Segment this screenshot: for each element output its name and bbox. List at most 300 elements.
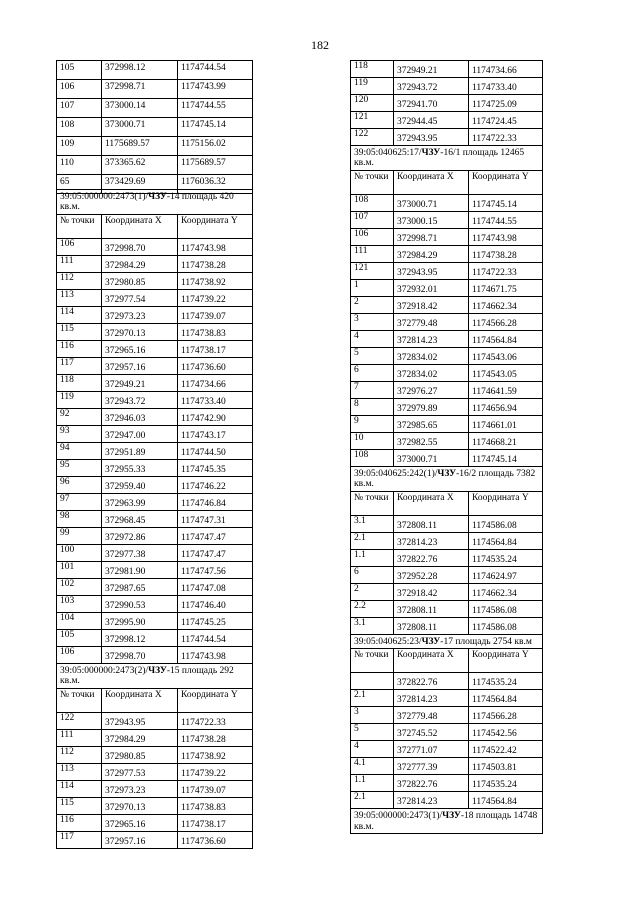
point-number: 108 xyxy=(351,449,394,466)
point-number: 105 xyxy=(57,629,102,646)
coord-x: 372984.29 xyxy=(394,245,469,262)
parcel-area: -18 площадь 14748 кв.м. xyxy=(354,811,538,832)
coord-y: 1174738.17 xyxy=(178,814,253,831)
table-row xyxy=(57,595,253,612)
coord-y: 1174662.34 xyxy=(469,583,543,600)
table-row xyxy=(57,425,253,442)
coord-x: 372943.95 xyxy=(394,129,469,146)
coord-x: 372779.48 xyxy=(394,707,469,724)
coord-y: 1174661.01 xyxy=(469,415,543,432)
table-row xyxy=(351,194,543,211)
point-number: 116 xyxy=(57,340,102,357)
coord-y: 1174739.22 xyxy=(178,763,253,780)
table-row xyxy=(351,245,543,262)
table-row xyxy=(57,746,253,763)
parcel-code: 39:05:040625:242(1)/ xyxy=(354,468,438,479)
table-row xyxy=(57,80,253,99)
coord-x: 372941.70 xyxy=(394,95,469,112)
coord-x: 372808.11 xyxy=(394,617,469,634)
coord-x: 372998.12 xyxy=(102,61,178,80)
point-number: 114 xyxy=(57,306,102,323)
table-row xyxy=(57,780,253,797)
section-caption-row xyxy=(351,466,543,491)
table-row xyxy=(57,476,253,493)
table-row xyxy=(57,629,253,646)
coord-x: 372979.89 xyxy=(394,398,469,415)
coord-x: 372814.23 xyxy=(394,330,469,347)
coord-y: 1174586.08 xyxy=(469,515,543,532)
coord-y: 1174725.09 xyxy=(469,95,543,112)
col-header-no: № точки xyxy=(351,649,394,673)
coord-y: 1174739.22 xyxy=(178,289,253,306)
coord-x: 372814.23 xyxy=(394,690,469,707)
coord-x: 372972.86 xyxy=(102,527,178,544)
point-number: 2 xyxy=(351,583,394,600)
table-row xyxy=(351,330,543,347)
col-header-y: Координата Y xyxy=(469,649,543,673)
point-number: 1.1 xyxy=(351,775,394,792)
coord-y: 1174564.84 xyxy=(469,330,543,347)
coord-x: 372985.65 xyxy=(394,415,469,432)
point-number: 110 xyxy=(57,156,102,175)
col-header-x: Координата X xyxy=(394,491,469,515)
table-row xyxy=(57,289,253,306)
coord-x: 372777.39 xyxy=(394,758,469,775)
coord-y: 1174535.24 xyxy=(469,673,543,690)
col-header-no: № точки xyxy=(57,688,102,712)
table-row xyxy=(57,408,253,425)
table-row xyxy=(351,95,543,112)
point-number: 106 xyxy=(57,646,102,663)
parcel-prefix: ЧЗУ xyxy=(421,148,441,158)
coord-y: 1174543.06 xyxy=(469,347,543,364)
point-number: 111 xyxy=(57,729,102,746)
table-row xyxy=(57,493,253,510)
coord-x: 372771.07 xyxy=(394,741,469,758)
coord-x: 372998.12 xyxy=(102,629,178,646)
coord-x: 372808.11 xyxy=(394,600,469,617)
point-number: 116 xyxy=(57,814,102,831)
coord-y: 1174743.98 xyxy=(178,646,253,663)
table-row xyxy=(57,61,253,80)
col-header-x: Координата X xyxy=(394,170,469,194)
point-number: 108 xyxy=(57,118,102,137)
coord-y: 1174743.98 xyxy=(178,238,253,255)
parcel-prefix: ЧЗУ xyxy=(437,468,457,479)
section-caption-row xyxy=(351,146,543,171)
coord-x: 372947.00 xyxy=(102,425,178,442)
coords-table-right xyxy=(350,60,543,834)
point-number: 95 xyxy=(57,459,102,476)
point-number: 4 xyxy=(351,741,394,758)
header-row xyxy=(57,214,253,238)
parcel-area: -16/2 площадь 7382 кв.м. xyxy=(354,468,536,490)
point-number: 6 xyxy=(351,566,394,583)
coord-y: 1174743.99 xyxy=(178,80,253,99)
table-row xyxy=(57,831,253,848)
coord-x: 372982.55 xyxy=(394,432,469,449)
coord-x: 372968.45 xyxy=(102,510,178,527)
section-caption xyxy=(57,663,253,688)
coord-x: 372977.38 xyxy=(102,544,178,561)
point-number: 115 xyxy=(57,323,102,340)
point-number: 121 xyxy=(351,112,394,129)
point-number: 3 xyxy=(351,707,394,724)
table-row xyxy=(57,272,253,289)
coord-y: 1174564.84 xyxy=(469,690,543,707)
coord-y: 1174747.31 xyxy=(178,510,253,527)
point-number: 8 xyxy=(351,398,394,415)
table-row xyxy=(57,814,253,831)
left-column xyxy=(56,60,253,194)
table-row xyxy=(57,459,253,476)
point-number: 113 xyxy=(57,763,102,780)
section-caption xyxy=(57,190,253,215)
point-number: 119 xyxy=(351,78,394,95)
coord-x: 372963.99 xyxy=(102,493,178,510)
parcel-code: 39:05:000000:2473(2)/ xyxy=(60,665,149,676)
coord-y: 1174564.84 xyxy=(469,792,543,809)
point-number: 3.1 xyxy=(351,617,394,634)
point-number: 7 xyxy=(351,381,394,398)
coord-y: 1174744.54 xyxy=(178,629,253,646)
coord-y: 1174738.92 xyxy=(178,272,253,289)
coord-x: 373000.71 xyxy=(394,194,469,211)
table-row xyxy=(57,797,253,814)
coord-y: 1174739.07 xyxy=(178,306,253,323)
point-number: 2.1 xyxy=(351,792,394,809)
coord-y: 1174738.83 xyxy=(178,323,253,340)
col-header-x: Координата X xyxy=(394,649,469,673)
coord-x: 372943.72 xyxy=(394,78,469,95)
coord-y: 1174662.34 xyxy=(469,296,543,313)
table-row xyxy=(57,527,253,544)
coord-x: 372965.16 xyxy=(102,814,178,831)
table-row xyxy=(57,442,253,459)
coord-x: 372998.70 xyxy=(102,238,178,255)
coord-x: 372814.23 xyxy=(394,792,469,809)
table-row xyxy=(351,532,543,549)
coord-y: 1174722.33 xyxy=(178,712,253,729)
coord-x: 372834.02 xyxy=(394,347,469,364)
parcel-prefix: ЧЗУ xyxy=(148,665,167,676)
coord-y: 1174747.47 xyxy=(178,527,253,544)
point-number: 118 xyxy=(57,374,102,391)
point-number: 120 xyxy=(351,95,394,112)
coord-y: 1174744.54 xyxy=(178,61,253,80)
table-row xyxy=(57,255,253,272)
coord-y: 1174736.60 xyxy=(178,831,253,848)
table-row xyxy=(57,729,253,746)
point-number: 119 xyxy=(57,391,102,408)
point-number: 97 xyxy=(57,493,102,510)
table-row xyxy=(57,238,253,255)
coord-y: 1174566.28 xyxy=(469,707,543,724)
coord-y: 1174586.08 xyxy=(469,617,543,634)
table-row xyxy=(351,673,543,690)
parcel-prefix: ЧЗУ xyxy=(421,636,441,647)
table-row xyxy=(57,763,253,780)
table-row xyxy=(57,712,253,729)
coord-x: 373000.15 xyxy=(394,211,469,228)
coord-x: 372943.95 xyxy=(102,712,178,729)
table-row xyxy=(351,78,543,95)
coord-x: 372949.21 xyxy=(102,374,178,391)
table-row xyxy=(57,612,253,629)
coord-y: 1175156.02 xyxy=(178,137,253,156)
coord-x: 372952.28 xyxy=(394,566,469,583)
coord-y: 1174739.07 xyxy=(178,780,253,797)
coord-x: 372955.33 xyxy=(102,459,178,476)
parcel-area: -15 площадь 292 кв.м. xyxy=(60,665,234,687)
coord-y: 1174743.17 xyxy=(178,425,253,442)
coord-x: 372822.76 xyxy=(394,549,469,566)
point-number: 114 xyxy=(57,780,102,797)
table-row xyxy=(57,118,253,137)
point-number: 104 xyxy=(57,612,102,629)
coord-y: 1176036.32 xyxy=(178,175,253,194)
table-row xyxy=(351,313,543,330)
coord-x: 372779.48 xyxy=(394,313,469,330)
point-number: 109 xyxy=(57,137,102,156)
point-number: 122 xyxy=(57,712,102,729)
coord-x: 372949.21 xyxy=(394,61,469,78)
point-number: 2.1 xyxy=(351,690,394,707)
parcel-code: 39:05:000000:2473(1)/ xyxy=(354,811,443,822)
header-row xyxy=(351,170,543,194)
point-number: 111 xyxy=(351,245,394,262)
point-number: 113 xyxy=(57,289,102,306)
col-header-y: Координата Y xyxy=(178,688,253,712)
point-number: 1.1 xyxy=(351,549,394,566)
table-row xyxy=(57,561,253,578)
table-row xyxy=(351,211,543,228)
coord-x: 372984.29 xyxy=(102,255,178,272)
table-row xyxy=(351,792,543,809)
point-number: 9 xyxy=(351,415,394,432)
point-number: 3 xyxy=(351,313,394,330)
page-number: 182 xyxy=(311,38,329,52)
point-number: 4.1 xyxy=(351,758,394,775)
table-row xyxy=(351,741,543,758)
coord-x: 372984.29 xyxy=(102,729,178,746)
table-row xyxy=(351,415,543,432)
col-header-y: Координата Y xyxy=(469,491,543,515)
coord-x: 373000.71 xyxy=(394,449,469,466)
parcel-area: -16/1 площадь 12465 кв.м. xyxy=(354,148,525,169)
table-row xyxy=(351,775,543,792)
point-number: 111 xyxy=(57,255,102,272)
coord-x: 372943.72 xyxy=(102,391,178,408)
coord-y: 1174738.28 xyxy=(178,729,253,746)
coord-x: 373365.62 xyxy=(102,156,178,175)
point-number: 2 xyxy=(351,296,394,313)
coord-y: 1174736.60 xyxy=(178,357,253,374)
coord-x: 372977.53 xyxy=(102,763,178,780)
table-row xyxy=(57,156,253,175)
coord-y: 1174641.59 xyxy=(469,381,543,398)
coord-y: 1174624.97 xyxy=(469,566,543,583)
coord-x: 372957.16 xyxy=(102,831,178,848)
table-row xyxy=(351,583,543,600)
point-number: 105 xyxy=(57,61,102,80)
coord-x: 372814.23 xyxy=(394,532,469,549)
point-number: 117 xyxy=(57,357,102,374)
table-row xyxy=(351,515,543,532)
coord-y: 1174535.24 xyxy=(469,549,543,566)
coord-y: 1174535.24 xyxy=(469,775,543,792)
point-number: 112 xyxy=(57,272,102,289)
coord-y: 1174744.50 xyxy=(178,442,253,459)
table-row xyxy=(57,374,253,391)
table-row xyxy=(351,617,543,634)
coord-x: 372822.76 xyxy=(394,673,469,690)
point-number: 98 xyxy=(57,510,102,527)
coord-x: 1175689.57 xyxy=(102,137,178,156)
table-row xyxy=(351,724,543,741)
table-row xyxy=(351,279,543,296)
point-number: 6 xyxy=(351,364,394,381)
coord-x: 372980.85 xyxy=(102,272,178,289)
coord-x: 372965.16 xyxy=(102,340,178,357)
point-number: 2.1 xyxy=(351,532,394,549)
point-number: 2.2 xyxy=(351,600,394,617)
col-header-x: Координата X xyxy=(102,688,178,712)
point-number: 102 xyxy=(57,578,102,595)
table-row xyxy=(351,364,543,381)
parcel-code: 39:05:040625:17/ xyxy=(354,148,422,158)
parcel-area: -17 площадь 2754 кв.м xyxy=(440,636,532,647)
header-row xyxy=(351,649,543,673)
coord-x: 373000.14 xyxy=(102,99,178,118)
coord-x: 372990.53 xyxy=(102,595,178,612)
coords-table-zu14 xyxy=(56,189,253,849)
coord-x: 372976.27 xyxy=(394,381,469,398)
coord-x: 372981.90 xyxy=(102,561,178,578)
table-row xyxy=(351,566,543,583)
section-caption-row xyxy=(57,190,253,215)
table-row xyxy=(57,646,253,663)
coord-x: 372932.01 xyxy=(394,279,469,296)
point-number: 122 xyxy=(351,129,394,146)
table-row xyxy=(351,707,543,724)
table-row xyxy=(57,510,253,527)
coord-x: 372987.65 xyxy=(102,578,178,595)
coord-y: 1174745.25 xyxy=(178,612,253,629)
table-row xyxy=(351,228,543,245)
coords-table-top xyxy=(56,60,253,194)
point-number: 108 xyxy=(351,194,394,211)
parcel-prefix: ЧЗУ xyxy=(442,811,461,822)
table-row xyxy=(351,112,543,129)
coord-y: 1174656.94 xyxy=(469,398,543,415)
coord-x: 373429.69 xyxy=(102,175,178,194)
coord-y: 1174564.84 xyxy=(469,532,543,549)
coord-y: 1174733.40 xyxy=(178,391,253,408)
coord-y: 1174738.28 xyxy=(178,255,253,272)
point-number: 117 xyxy=(57,831,102,848)
point-number: 4 xyxy=(351,330,394,347)
point-number: 92 xyxy=(57,408,102,425)
table-row xyxy=(351,549,543,566)
col-header-no: № точки xyxy=(57,214,102,238)
coord-x: 372946.03 xyxy=(102,408,178,425)
table-row xyxy=(351,398,543,415)
coord-y: 1175689.57 xyxy=(178,156,253,175)
point-number: 5 xyxy=(351,347,394,364)
table-row xyxy=(57,578,253,595)
point-number: 10 xyxy=(351,432,394,449)
point-number: 93 xyxy=(57,425,102,442)
coord-y: 1174722.33 xyxy=(469,129,543,146)
table-row xyxy=(351,432,543,449)
parcel-prefix: ЧЗУ xyxy=(148,192,167,202)
coord-x: 372834.02 xyxy=(394,364,469,381)
coord-y: 1174744.55 xyxy=(469,211,543,228)
table-row xyxy=(351,61,543,78)
table-row xyxy=(351,262,543,279)
coord-y: 1174722.33 xyxy=(469,262,543,279)
coord-x: 372998.71 xyxy=(102,80,178,99)
point-number: 101 xyxy=(57,561,102,578)
coord-x: 372973.23 xyxy=(102,780,178,797)
point-number: 100 xyxy=(57,544,102,561)
col-header-x: Координата X xyxy=(102,214,178,238)
point-number: 118 xyxy=(351,61,394,78)
point-number: 107 xyxy=(57,99,102,118)
table-row xyxy=(351,758,543,775)
coord-y: 1174543.05 xyxy=(469,364,543,381)
coord-y: 1174566.28 xyxy=(469,313,543,330)
coord-y: 1174668.21 xyxy=(469,432,543,449)
point-number: 115 xyxy=(57,797,102,814)
point-number: 106 xyxy=(57,80,102,99)
coord-y: 1174744.55 xyxy=(178,99,253,118)
coord-y: 1174746.22 xyxy=(178,476,253,493)
col-header-y: Координата Y xyxy=(178,214,253,238)
coord-y: 1174738.28 xyxy=(469,245,543,262)
coord-y: 1174671.75 xyxy=(469,279,543,296)
coord-y: 1174745.14 xyxy=(178,118,253,137)
coord-y: 1174743.98 xyxy=(469,228,543,245)
table-row xyxy=(57,323,253,340)
coord-y: 1174747.56 xyxy=(178,561,253,578)
point-number: 106 xyxy=(351,228,394,245)
table-row xyxy=(351,296,543,313)
col-header-y: Координата Y xyxy=(469,170,543,194)
point-number: 106 xyxy=(57,238,102,255)
point-number: 5 xyxy=(351,724,394,741)
coord-x: 372995.90 xyxy=(102,612,178,629)
coord-x: 373000.71 xyxy=(102,118,178,137)
coord-y: 1174724.45 xyxy=(469,112,543,129)
section-caption xyxy=(351,146,543,171)
coord-x: 372943.95 xyxy=(394,262,469,279)
coord-y: 1174745.14 xyxy=(469,194,543,211)
section-caption-row xyxy=(351,809,543,834)
col-header-no: № точки xyxy=(351,170,394,194)
coord-y: 1174522.42 xyxy=(469,741,543,758)
coord-y: 1174733.40 xyxy=(469,78,543,95)
coord-y: 1174745.14 xyxy=(469,449,543,466)
table-row xyxy=(57,99,253,118)
point-number: 3.1 xyxy=(351,515,394,532)
point-number: 99 xyxy=(57,527,102,544)
section-caption xyxy=(351,634,543,648)
coord-y: 1174746.84 xyxy=(178,493,253,510)
table-row xyxy=(57,340,253,357)
coord-y: 1174746.40 xyxy=(178,595,253,612)
